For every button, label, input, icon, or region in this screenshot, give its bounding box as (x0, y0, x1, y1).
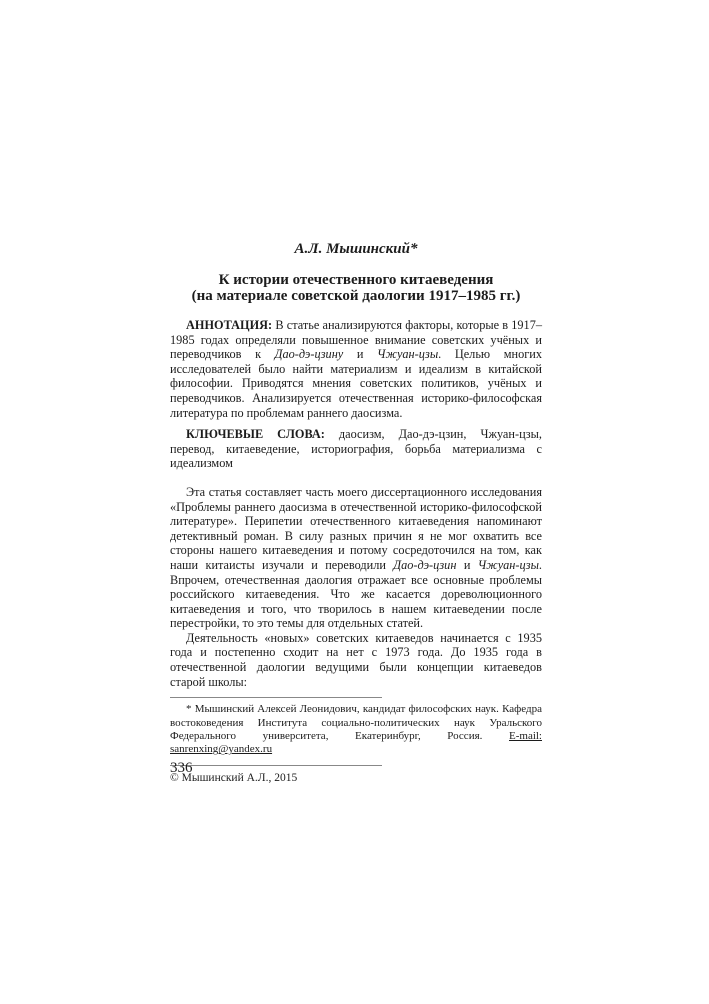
keywords (170, 427, 542, 471)
footnote (170, 703, 542, 757)
abstract-text-3: . Целью многих исследователей было найти материализм и идеализм в китайской философии. Приводятся мнения советских политиков, учёных и переводчиков. Анализируется отечественная историко-философская литература по проблемам раннего даосизма. (170, 347, 542, 420)
p1-italic-1: Дао-дэ-цзин (393, 557, 457, 572)
p1-text-1: Эта статья составляет часть моего диссертационного исследования «Проблемы раннего даосизма в отечественной историко-философской литературе». Перипетии отечественного китаеведения напоминают детективный роман. В силу разных причин я не мог охватить все стороны нашего китаеведения и потому сосредоточился на том, как наши китаисты изучали и переводили (170, 484, 542, 572)
abstract-text-2: и (343, 347, 378, 362)
title-line-2: (на материале советской даологии 1917–1985 гг.) (191, 288, 521, 304)
author-name: А.Л. Мышинский* (294, 241, 418, 257)
p1-text-2: и (456, 557, 478, 572)
abstract-italic-1: Дао-дэ-цзину (274, 347, 344, 362)
footnote-text: * Мышинский Алексей Леонидович, кандидат философских наук. Кафедра востоковедения Института социально-политических наук Уральского Федерального университета, Екатеринбург, Россия. (170, 703, 542, 743)
body-paragraph-2: Деятельность «новых» советских китаеведов начинается с 1935 года и постепенно сходит на нет с 1973 года. До 1935 года в отечественной даологии ведущими были концепции китаеведов старой школы: (170, 630, 542, 689)
copyright: © Мышинский А.Л., 2015 (170, 771, 298, 784)
footnote-email-link[interactable]: E-mail: sanrenxing@yandex.ru (170, 730, 542, 756)
abstract-label: АННОТАЦИЯ: (186, 318, 273, 332)
keywords-label: КЛЮЧЕВЫЕ СЛОВА: (186, 427, 325, 442)
keywords-text: даосизм, Дао-дэ-цзин, Чжуан-цзы, перевод, китаеведение, историография, борьба материализма с идеализмом (170, 427, 542, 471)
abstract (170, 318, 542, 420)
page-number: 336 (170, 760, 193, 776)
article-page (170, 240, 542, 785)
footnote-divider (170, 697, 382, 698)
body-paragraph-1 (170, 485, 542, 631)
abstract-italic-2: Чжуан-цзы (377, 347, 439, 362)
p1-italic-2: Чжуан-цзы (477, 557, 539, 572)
abstract-text-1: В статье анализируются факторы, которые в 1917–1985 годах определяли повышенное внимание советских учёных и переводчиков к (170, 318, 542, 362)
title-line-1: К истории отечественного китаеведения (218, 272, 494, 288)
copyright-divider (170, 765, 382, 766)
p1-text-3: . Впрочем, отечественная даология отражает все основные проблемы российского китаеведения. Что же касается дореволюционного китаеведения и того, что творилось в нашем китаеведении после перестройки, то это темы для отдельных статей. (170, 557, 542, 631)
article-title (170, 272, 542, 304)
